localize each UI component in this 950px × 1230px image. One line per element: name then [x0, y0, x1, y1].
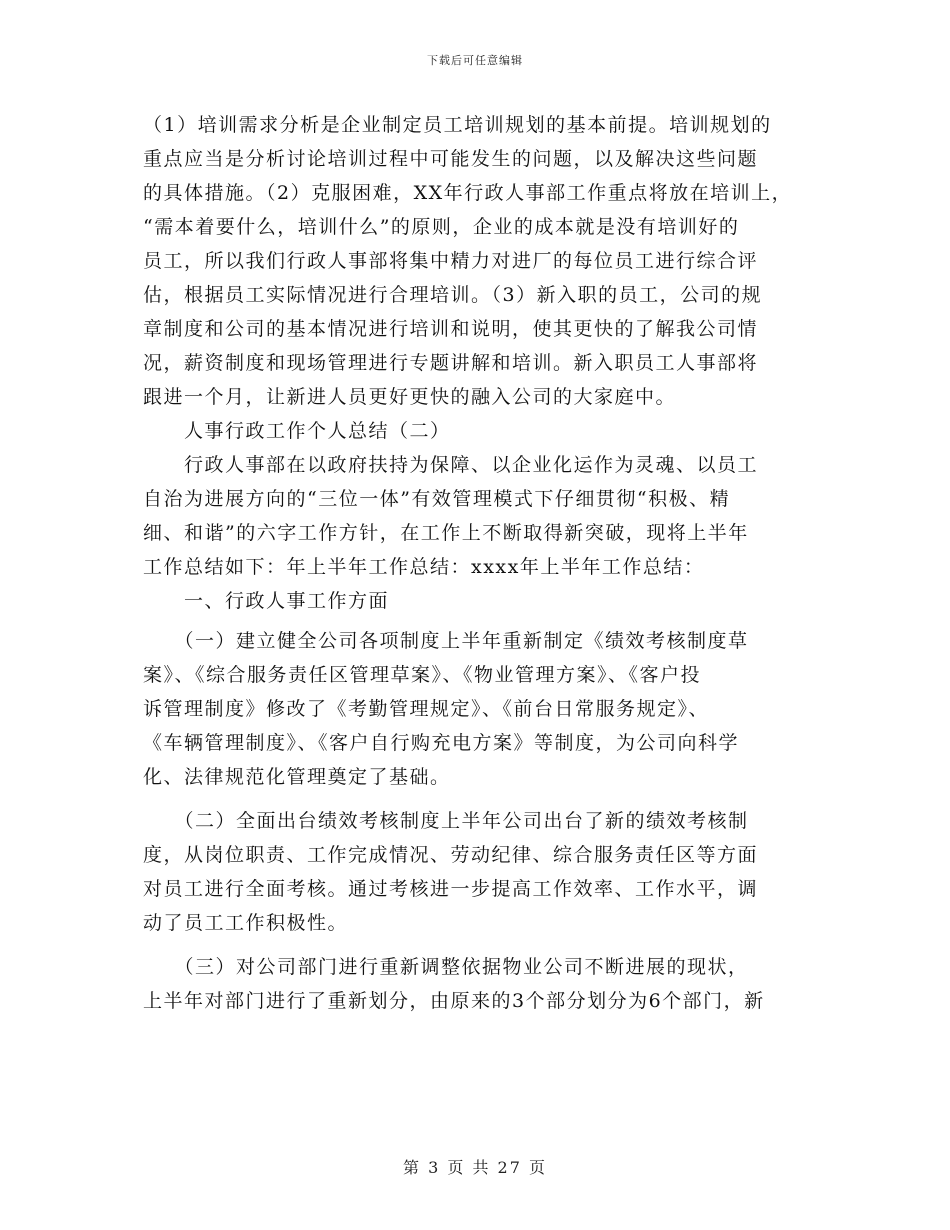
text-line: 《车辆管理制度》、《客户自行购充电方案》等制度，为公司向科学: [143, 732, 740, 754]
text-line: 诉管理制度》修改了《考勤管理规定》、《前台日常服务规定》、: [143, 698, 710, 720]
text-line: 自治为进展方向的“三位一体”有效管理模式下仔细贯彻“积极、精: [143, 488, 731, 510]
text-line: （1）培训需求分析是企业制定员工培训规划的基本前提。培训规划的: [143, 114, 772, 136]
page-number-footer: 第 3 页 共 27 页: [403, 1158, 547, 1177]
text-line: 员工，所以我们行政人事部将集中精力对进厂的每位员工进行综合评: [143, 250, 759, 272]
text-line: （三）对公司部门进行重新调整依据物业公司不断进展的现状，: [143, 956, 749, 978]
text-line: “需本着要什么，培训什么”的原则，企业的成本就是没有培训好的: [143, 216, 740, 238]
text-line: 重点应当是分析讨论培训过程中可能发生的问题，以及解决这些问题: [143, 148, 759, 170]
page-header: 下载后可任意编辑: [427, 54, 523, 67]
text-line: 上半年对部门进行了重新划分，由原来的3个部分划分为6个部门，新: [143, 990, 765, 1012]
text-line: 估，根据员工实际情况进行合理培训。（3）新入职的员工，公司的规: [143, 284, 763, 306]
section-heading: 一、行政人事工作方面: [143, 590, 390, 612]
text-line: 动了员工工作积极性。: [143, 912, 349, 934]
text-line: 章制度和公司的基本情况进行培训和说明，使其更快的了解我公司情: [143, 318, 759, 340]
text-line: 案》、《综合服务责任区管理草案》、《物业管理方案》、《客户投: [143, 664, 702, 686]
document-body: [143, 108, 815, 1018]
text-line: （一）建立健全公司各项制度上半年重新制定《绩效考核制度草: [143, 630, 749, 652]
text-line: （二）全面出台绩效考核制度上半年公司出台了新的绩效考核制: [143, 810, 749, 832]
text-line: 况，薪资制度和现场管理进行专题讲解和培训。新入职员工人事部将: [143, 352, 759, 374]
text-line: 度，从岗位职责、工作完成情况、劳动纪律、综合服务责任区等方面: [143, 844, 759, 866]
text-line: 跟进一个月，让新进人员更好更快的融入公司的大家庭中。: [143, 386, 677, 408]
text-line: 的具体措施。（2）克服困难，XX年行政人事部工作重点将放在培训上，: [143, 182, 793, 204]
text-line: 对员工进行全面考核。通过考核进一步提高工作效率、工作水平，调: [143, 878, 759, 900]
text-line: 细、和谐”的六字工作方针，在工作上不断取得新突破，现将上半年: [143, 522, 749, 544]
section-heading: 人事行政工作个人总结（二）: [143, 420, 451, 442]
text-line: 化、法律规范化管理奠定了基础。: [143, 766, 451, 788]
text-line: 工作总结如下：年上半年工作总结：xxxx年上半年工作总结：: [143, 556, 705, 578]
text-line: 行政人事部在以政府扶持为保障、以企业化运作为灵魂、以员工: [143, 454, 759, 476]
